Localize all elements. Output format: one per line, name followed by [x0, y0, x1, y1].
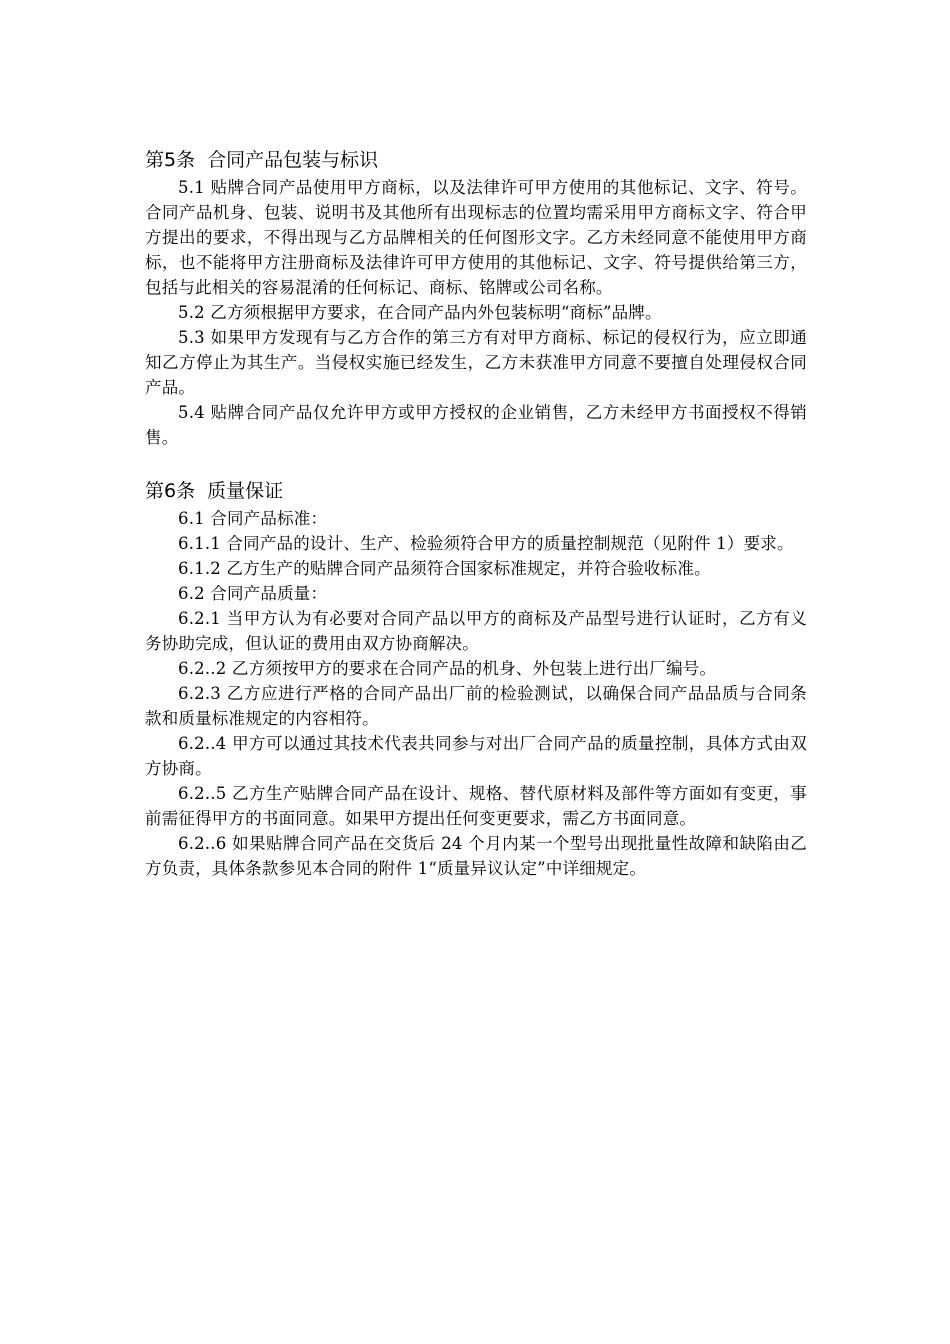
paragraph: 6.2..5 乙方生产贴牌合同产品在设计、规格、替代原材料及部件等方面如有变更，事前需征得甲方的书面同意。如果甲方提出任何变更要求，需乙方书面同意。 [145, 784, 807, 828]
document-page [145, 145, 807, 881]
paragraph: 6.2.3 乙方应进行严格的合同产品出厂前的检验测试，以确保合同产品品质与合同条款和质量标准规定的内容相符。 [145, 684, 807, 728]
paragraph: 6.2..4 甲方可以通过其技术代表共同参与对出厂合同产品的质量控制，具体方式由双方协商。 [145, 734, 807, 778]
paragraph: 6.1.1 合同产品的设计、生产、检验须符合甲方的质量控制规范（见附件 1）要求。 [178, 534, 794, 553]
section-title: 质量保证 [207, 480, 284, 502]
section-article-5 [145, 145, 807, 450]
paragraph: 5.2 乙方须根据甲方要求，在合同产品内外包装标明“商标”品牌。 [178, 303, 662, 322]
section-heading [145, 145, 807, 175]
section-number: 第6条 [145, 480, 196, 502]
section-article-6 [145, 476, 807, 881]
paragraph: 6.2..6 如果贴牌合同产品在交货后 24 个月内某一个型号出现批量性故障和缺陷由乙方负责，具体条款参见本合同的附件 1“质量异议认定”中详细规定。 [145, 834, 807, 878]
paragraph: 6.2.1 当甲方认为有必要对合同产品以甲方的商标及产品型号进行认证时，乙方有义务协助完成，但认证的费用由双方协商解决。 [145, 609, 807, 653]
section-number: 第5条 [145, 149, 196, 171]
section-title: 合同产品包装与标识 [207, 149, 379, 171]
paragraph: 6.1 合同产品标准： [178, 509, 328, 528]
paragraph: 6.2..2 乙方须按甲方的要求在合同产品的机身、外包装上进行出厂编号。 [178, 659, 717, 678]
paragraph: 5.4 贴牌合同产品仅允许甲方或甲方授权的企业销售，乙方未经甲方书面授权不得销售。 [145, 403, 807, 447]
section-heading [145, 476, 807, 506]
paragraph: 6.2 合同产品质量： [178, 584, 328, 603]
paragraph: 5.3 如果甲方发现有与乙方合作的第三方有对甲方商标、标记的侵权行为，应立即通知乙方停止为其生产。当侵权实施已经发生，乙方未获准甲方同意不要擅自处理侵权合同产品。 [145, 328, 807, 397]
paragraph: 6.1.2 乙方生产的贴牌合同产品须符合国家标准规定，并符合验收标准。 [178, 559, 711, 578]
paragraph: 5.1 贴牌合同产品使用甲方商标，以及法律许可甲方使用的其他标记、文字、符号。合同产品机身、包装、说明书及其他所有出现标志的位置均需采用甲方商标文字、符合甲方提出的要求，不得出现与乙方品牌相关的任何图形文字。乙方未经同意不能使用甲方商标，也不能将甲方注册商标及法律许可甲方使用的其他标记、文字、符号提供给第三方，包括与此相关的容易混淆的任何标记、商标、铭牌或公司名称。 [145, 178, 807, 297]
